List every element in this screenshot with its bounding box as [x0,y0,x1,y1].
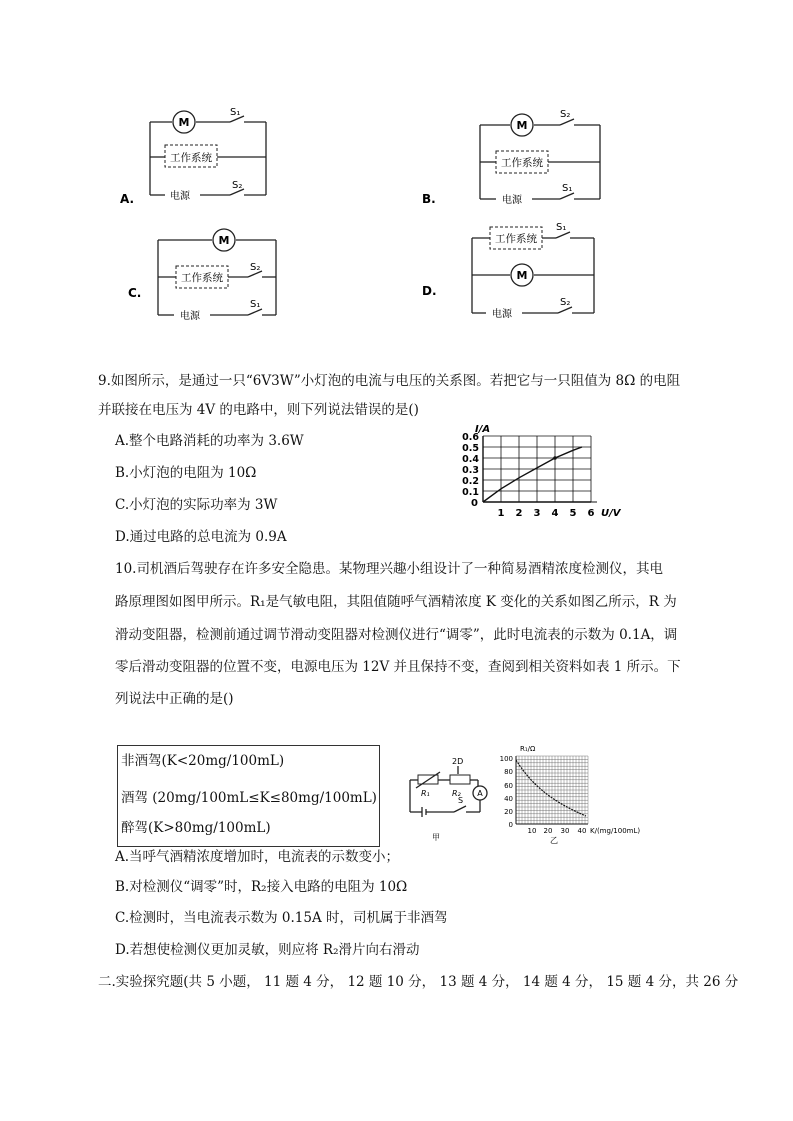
q9-option-c: C.小灯泡的实际功率为 3W [115,497,278,513]
iu-xlabel: U/V [601,508,621,519]
q10-option-c: C.检测时，当电流表示数为 0.15A 时，司机属于非酒驾 [115,910,448,926]
iu-y-tick: 0.2 [462,476,479,487]
table-row-drunk: 酒驾 (20mg/100mL≤K≤80mg/100mL) [121,790,377,806]
circuit-d [422,222,594,320]
q10-line-5: 列说法中正确的是() [115,691,234,707]
iu-x-tick: 4 [551,508,559,519]
circuit-b [422,109,600,206]
iu-y-tick: 0.3 [462,465,479,476]
q9-stem-line-1: 9.如图所示，是通过一只“6V3W”小灯泡的电流与电压的关系图。若把它与一只阻值为 8Ω 的电阻 [98,373,681,389]
q10-line-1: 10.司机酒后驾驶存在许多安全隐患。某物理兴趣小组设计了一种简易酒精浓度检测仪，其电 [115,561,663,577]
table-row-very-drunk: 醉驾(K>80mg/100mL) [121,820,271,836]
iu-y-tick: 0.1 [462,487,479,498]
iu-point [553,456,557,460]
yi-y-60: 60 [504,782,513,790]
q9-option-a: A.整个电路消耗的功率为 3.6W [115,433,304,449]
q9-option-b: B.小灯泡的电阻为 10Ω [115,465,257,481]
q10-option-a: A.当呼气酒精浓度增加时，电流表的示数变小； [115,849,400,865]
q10-option-b: B.对检测仪“调零”时，R₂接入电路的电阻为 10Ω [115,879,408,895]
yi-xlabel: K/(mg/100mL) [590,827,641,835]
jia-caption: 甲 [432,833,440,842]
yi-y-20: 20 [504,808,513,816]
iu-curve [483,447,582,502]
circuit-b-s1: S₁ [562,183,573,194]
jia-r-top: 2D [452,757,464,766]
circuit-b-power: 电源 [502,195,522,206]
circuit-c-work-system: 工作系统 [181,272,223,284]
yi-x-10: 10 [527,827,537,835]
q9-option-d: D.通过电路的总电流为 0.9A [115,529,287,545]
jia-r2: R₂ [452,789,461,798]
figure-yi-graph [496,742,656,846]
circuit-options-figure [110,95,630,335]
circuit-a-s2: S₂ [232,180,243,191]
circuit-d-label: D. [422,284,437,298]
iu-chart [455,418,630,528]
jia-switch: S [458,796,464,805]
iu-y-tick: 0.6 [462,432,479,443]
circuit-b-s2: S₂ [560,109,571,120]
circuit-a-s1: S₁ [230,107,241,118]
circuit-b-work-system: 工作系统 [501,157,543,169]
circuit-d-power: 电源 [492,309,512,320]
iu-x-tick: 2 [515,508,523,519]
iu-x-tick: 5 [569,508,577,519]
table-row-non-drunk: 非酒驾(K<20mg/100mL) [121,753,285,769]
circuit-d-motor: M [516,269,528,282]
yi-curve [516,760,586,816]
circuit-b-motor: M [516,119,528,132]
circuit-a-motor: M [178,116,190,129]
circuit-c-s1: S₁ [250,299,261,310]
q9-stem-line-2: 并联接在电压为 4V 的电路中，则下列说法错误的是() [98,402,419,418]
circuit-c-power: 电源 [180,311,200,322]
jia-r1: R₁ [421,789,430,798]
yi-x-40: 40 [577,827,587,835]
iu-x-tick: 6 [587,508,595,519]
circuit-a-work-system: 工作系统 [170,152,212,164]
q10-option-d: D.若想使检测仪更加灵敏，则应将 R₂滑片向右滑动 [115,942,420,958]
circuit-d-s1: S₁ [556,222,567,233]
iu-y-tick: 0.5 [462,443,479,454]
section-2-heading: 二.实验探究题(共 5 小题， 11 题 4 分， 12 题 10 分， 13 题 4 分， 14 题 4 分， 15 题 4 分，共 26 分 [98,974,739,990]
figure-jia-circuit [400,752,500,844]
q10-line-4: 零后滑动变阻器的位置不变，电源电压为 12V 并且保持不变，查阅到相关资料如表 1 所示。下 [115,659,681,675]
q10-line-2: 路原理图如图甲所示。R₁是气敏电阻，其阻值随呼气酒精浓度 K 变化的关系如图乙所示，R 为 [115,594,677,610]
circuit-c-motor: M [218,234,230,247]
circuit-a-label: A. [120,192,135,206]
iu-x-tick: 1 [497,508,505,519]
jia-ammeter: A [477,789,483,798]
circuit-c-s2: S₂ [250,262,261,273]
circuit-c [128,229,276,322]
circuit-d-work-system: 工作系统 [495,233,537,245]
iu-origin: 0 [471,498,478,509]
yi-y-100: 100 [499,755,513,763]
yi-y-80: 80 [504,768,513,776]
circuit-b-label: B. [422,192,436,206]
yi-ylabel: R₁/Ω [520,745,536,753]
iu-x-tick: 3 [533,508,541,519]
q10-line-3: 滑动变阻器，检测前通过调节滑动变阻器对检测仪进行“调零”，此时电流表的示数为 0.1A，调 [115,627,678,643]
iu-ylabel: I/A [475,424,491,435]
yi-x-30: 30 [560,827,570,835]
yi-y-40: 40 [504,795,513,803]
circuit-c-label: C. [128,286,142,300]
yi-y-0: 0 [508,821,513,829]
yi-caption: 乙 [550,836,558,845]
yi-x-20: 20 [543,827,553,835]
circuit-a [120,107,266,206]
circuit-d-s2: S₂ [560,297,571,308]
circuit-a-power: 电源 [170,191,190,202]
iu-y-tick: 0.4 [462,454,479,465]
